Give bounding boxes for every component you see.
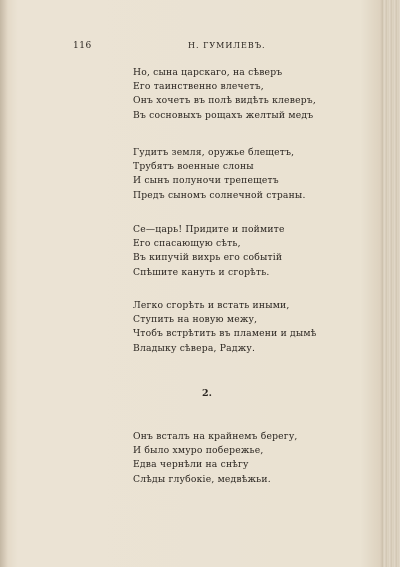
verse-line: Онъ всталъ на крайнемъ берегу, [133, 431, 298, 442]
verse-line: И сынъ полуночи трепещетъ [133, 175, 279, 187]
verse-line: Владыку сѣвера, Раджу. [133, 342, 256, 354]
verse-line: Но, сына царскаго, на сѣверъ [133, 67, 283, 78]
verse-line: И было хмуро побережье, [133, 445, 264, 457]
verse-line: Едва чернѣли на снѣгу [133, 459, 249, 471]
page-edge-stack [383, 0, 400, 567]
verse-line: Его спасающую сѣть, [133, 238, 241, 250]
verse-line: Чтобъ встрѣтить въ пламени и дымѣ [133, 328, 317, 340]
stanza-5 [133, 430, 373, 487]
verse-line: Трубятъ военные слоны [133, 161, 254, 173]
verse-line: Се—царь! Придите и поймите [133, 224, 285, 235]
verse-line: Гудитъ земля, оружье блещетъ, [133, 147, 295, 158]
stanza-1 [133, 66, 373, 123]
stanza-3 [133, 223, 373, 280]
verse-line: Спѣшите кануть и сгорѣть. [133, 266, 270, 278]
verse-line: Слѣды глубокіе, медвѣжьи. [133, 473, 271, 485]
gutter-shadow [0, 0, 8, 567]
verse-line: Легко сгорѣть и встать иными, [133, 300, 290, 311]
section-number: 2. [202, 388, 212, 399]
stanza-4 [133, 299, 373, 356]
verse-line: Ступить на новую межу, [133, 314, 258, 326]
page-number: 116 [73, 41, 92, 51]
verse-line: Его таинственно влечетъ, [133, 81, 264, 93]
stanza-2 [133, 146, 373, 203]
verse-line: Въ сосновыхъ рощахъ желтый медъ [133, 109, 314, 121]
verse-line: Въ кипучій вихрь его событій [133, 252, 283, 264]
running-head: Н. ГУМИЛЕВЪ. [188, 41, 266, 50]
verse-line: Онъ хочетъ въ полѣ видѣть клеверъ, [133, 95, 316, 107]
verse-line: Предъ сыномъ солнечной страны. [133, 189, 306, 201]
